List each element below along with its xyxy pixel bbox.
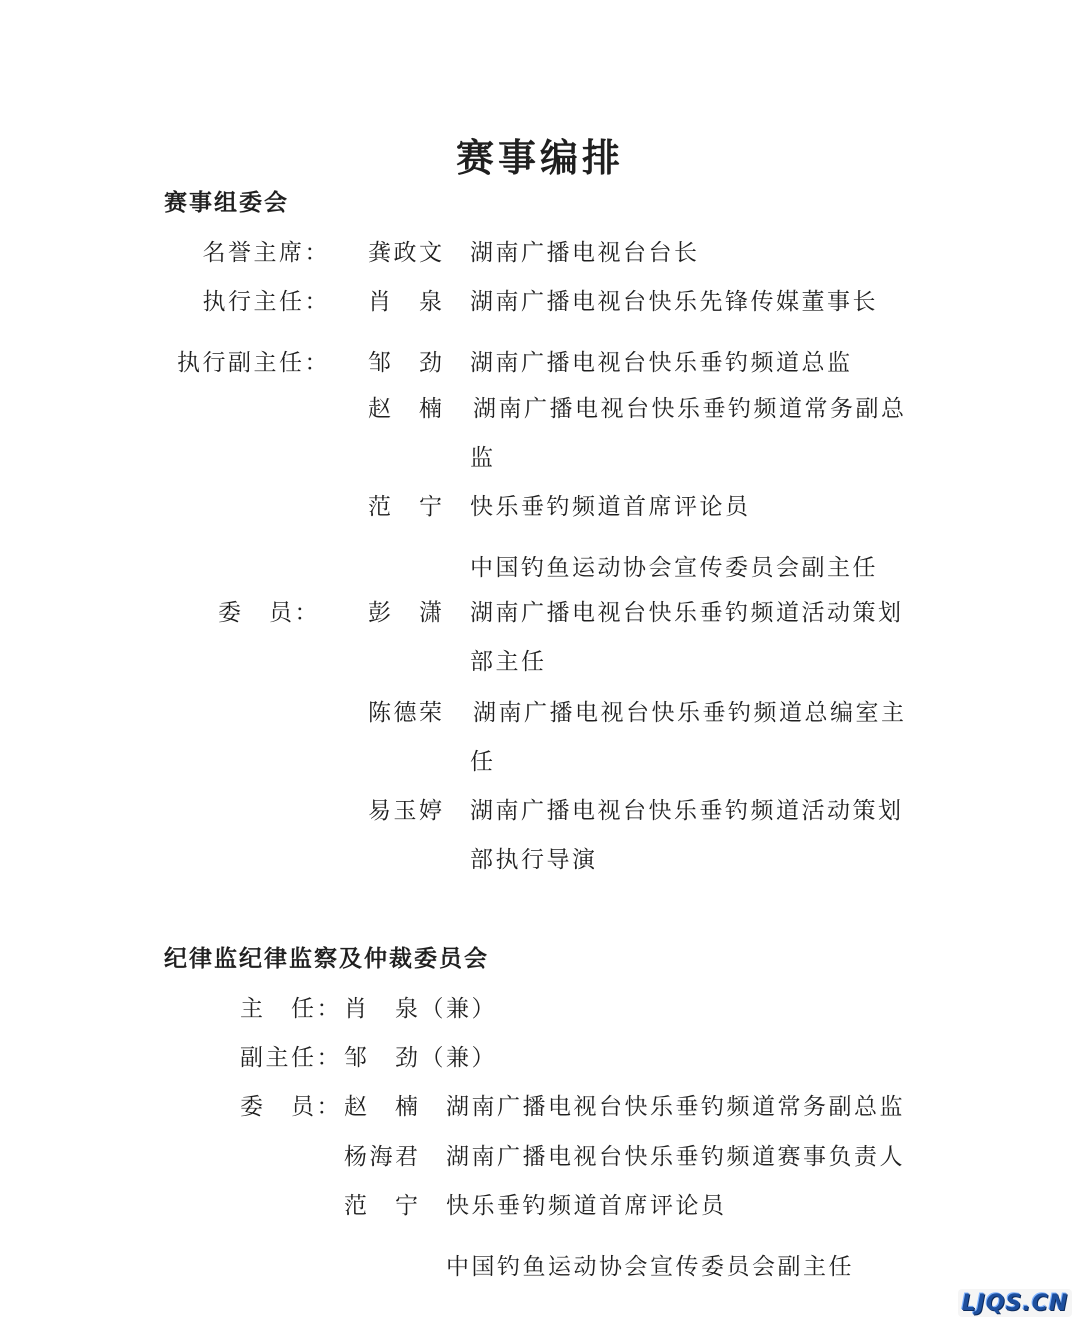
role-label: 委 员： [240, 1094, 342, 1120]
member-title: 湖南广播电视台快乐先锋传媒董事长 [470, 289, 878, 315]
role-label: 委 员： [218, 600, 320, 626]
member-name: 陈德荣 [368, 700, 445, 726]
member-name: 易玉婷 [368, 798, 445, 824]
member-name: 杨海君 [344, 1144, 421, 1170]
member-name: 赵 楠 [344, 1094, 421, 1120]
member-title: 湖南广播电视台快乐垂钓频道活动策划 [470, 600, 904, 626]
member-title-continued: 部执行导演 [470, 847, 598, 873]
member-title-secondary: 中国钓鱼运动协会宣传委员会副主任 [446, 1254, 854, 1280]
member-name: 彭 潇 [368, 600, 445, 626]
section-heading-committee: 赛事组委会 [164, 189, 289, 216]
section-heading-discipline: 纪律监纪律监察及仲裁委员会 [164, 945, 489, 972]
role-label: 执行副主任： [177, 350, 330, 376]
role-label: 副主任： [240, 1045, 342, 1071]
member-title: 湖南广播电视台快乐垂钓频道活动策划 [470, 798, 904, 824]
member-title: 湖南广播电视台快乐垂钓频道总监 [470, 350, 853, 376]
member-title-continued: 部主任 [470, 649, 547, 675]
member-title: 湖南广播电视台快乐垂钓频道常务副总 [473, 396, 907, 422]
member-title: 湖南广播电视台快乐垂钓频道总编室主 [473, 700, 907, 726]
member-name: 范 宁 [344, 1193, 421, 1219]
member-title: 快乐垂钓频道首席评论员 [470, 494, 751, 520]
member-title-secondary: 中国钓鱼运动协会宣传委员会副主任 [470, 555, 878, 581]
member-title: 湖南广播电视台快乐垂钓频道常务副总监 [446, 1094, 905, 1120]
member-name: 邹 劲 [368, 350, 445, 376]
member-name: 范 宁 [368, 494, 445, 520]
member-name: 龚政文 [368, 240, 445, 266]
member-title: 快乐垂钓频道首席评论员 [446, 1193, 727, 1219]
member-name: 肖 泉 [368, 289, 445, 315]
watermark-logo: LJQS.CN [958, 1289, 1072, 1317]
role-label: 主 任： [240, 996, 342, 1022]
page-title: 赛事编排 [455, 135, 624, 180]
role-label: 执行主任： [202, 289, 330, 315]
member-name: 邹 劲（兼） [344, 1045, 497, 1071]
member-title-continued: 任 [470, 749, 496, 775]
member-title: 湖南广播电视台台长 [470, 240, 700, 266]
role-label: 名誉主席： [202, 240, 330, 266]
member-name: 赵 楠 [368, 396, 445, 422]
member-title: 湖南广播电视台快乐垂钓频道赛事负责人 [446, 1144, 905, 1170]
member-name: 肖 泉（兼） [344, 996, 497, 1022]
member-title-continued: 监 [470, 445, 496, 471]
